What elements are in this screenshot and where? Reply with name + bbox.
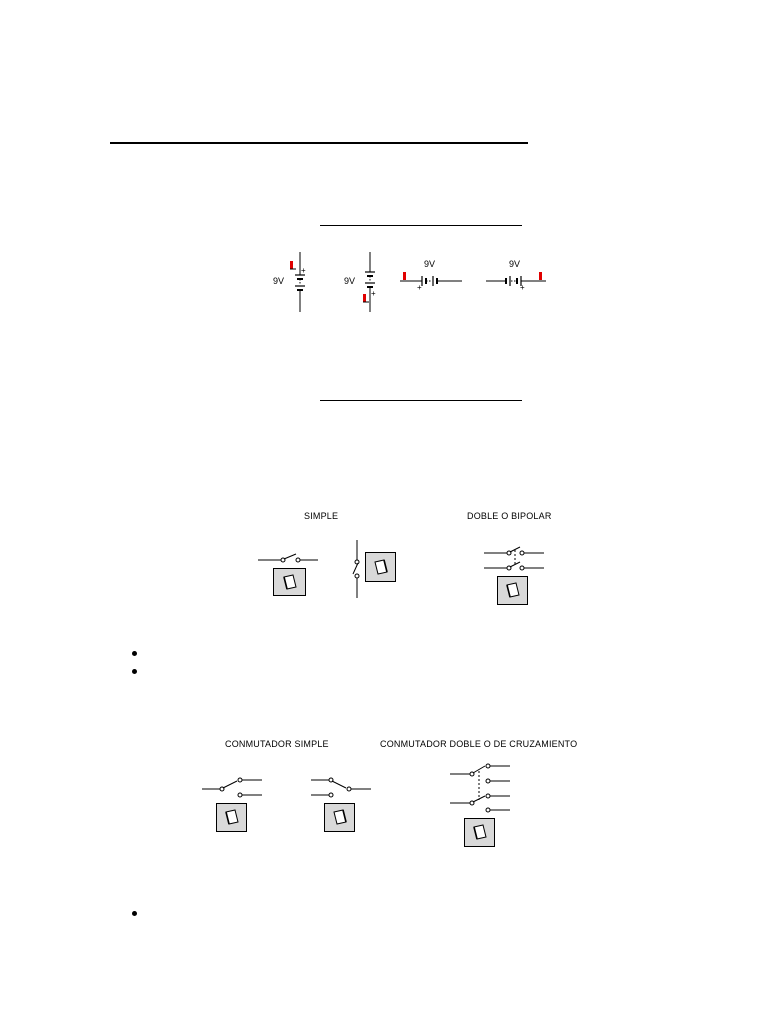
svg-text:+: + <box>301 266 306 275</box>
section-title-rule <box>110 142 528 144</box>
commutator-simple-label: CONMUTADOR SIMPLE <box>225 739 329 749</box>
battery-1-voltage-label: 9V <box>273 276 285 286</box>
svg-text:+: + <box>417 283 422 292</box>
rocker-icon <box>281 573 299 591</box>
rocker-icon <box>372 558 390 576</box>
simple-switch-symbol <box>256 552 320 566</box>
commutator-simple-symbol-2 <box>309 776 373 800</box>
simple-switch-vertical-button[interactable] <box>365 552 396 582</box>
battery-symbol-1 <box>285 250 315 314</box>
double-switch-button[interactable] <box>497 576 528 605</box>
commutator-simple-symbol-1 <box>200 776 264 800</box>
battery-symbol-4 <box>484 270 550 292</box>
commutator-double-button[interactable] <box>464 818 495 847</box>
rocker-icon <box>331 808 349 826</box>
battery-4-voltage-label: 9V <box>509 259 521 269</box>
terminal-marker <box>363 294 366 302</box>
bullet-point <box>132 651 137 656</box>
commutator-double-symbol <box>448 760 514 816</box>
bullet-point <box>132 911 137 916</box>
switch-double-label: DOBLE O BIPOLAR <box>467 511 552 521</box>
bullet-point <box>132 669 137 674</box>
terminal-marker <box>539 272 542 280</box>
rocker-icon <box>471 823 489 841</box>
commutator-double-label: CONMUTADOR DOBLE O DE CRUZAMIENTO <box>380 739 578 749</box>
svg-text:+: + <box>520 283 525 292</box>
rocker-icon <box>223 808 241 826</box>
switch-heading-rule <box>320 400 522 401</box>
commutator-simple-button-2[interactable] <box>324 803 355 832</box>
simple-switch-button[interactable] <box>273 568 306 596</box>
terminal-marker <box>290 261 293 269</box>
battery-3-voltage-label: 9V <box>424 259 436 269</box>
svg-text:+: + <box>371 289 376 298</box>
battery-symbol-3 <box>398 270 464 292</box>
double-switch-symbol <box>482 544 546 574</box>
simple-switch-vertical-symbol <box>350 538 366 600</box>
rocker-icon <box>504 581 522 599</box>
terminal-marker <box>403 272 406 280</box>
commutator-simple-button-1[interactable] <box>216 803 247 832</box>
battery-heading-rule <box>320 225 522 226</box>
switch-simple-label: SIMPLE <box>304 511 339 521</box>
battery-2-voltage-label: 9V <box>344 276 356 286</box>
battery-symbol-2 <box>355 250 385 314</box>
